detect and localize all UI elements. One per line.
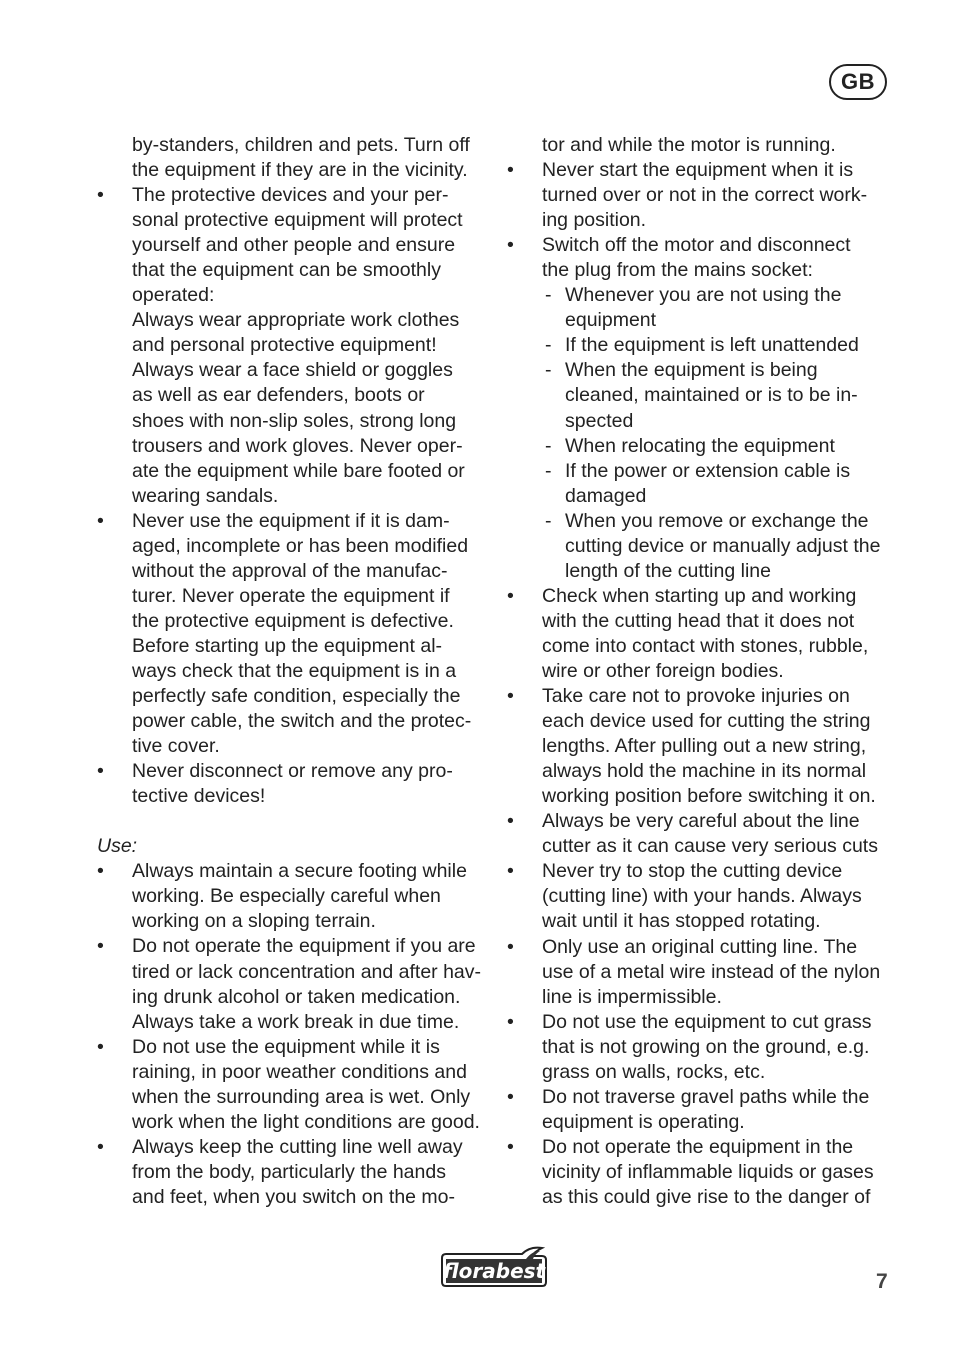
bullet-marker: • (507, 1010, 514, 1033)
continuation-text (507, 133, 897, 158)
dash-marker: - (545, 284, 552, 307)
text-line: ways check that the equipment is in a (132, 659, 457, 682)
bullet-item (97, 1035, 485, 1135)
bullet-marker: • (507, 1085, 514, 1108)
text-line: when the surrounding area is wet. Only (132, 1085, 471, 1108)
text-line: Never use the equipment if it is dam- (132, 509, 450, 532)
bullet-item (507, 859, 897, 934)
text-line: Never try to stop the cutting device (542, 860, 843, 883)
text-line: cleaned, maintained or is to be in- (565, 384, 858, 407)
bullet-item (507, 584, 897, 684)
dash-marker: - (545, 459, 552, 482)
text-line: If the power or extension cable is (565, 459, 851, 482)
text-line: Do not traverse gravel paths while the (542, 1085, 870, 1108)
bullet-marker: • (507, 860, 514, 883)
text-line: Always keep the cutting line well away (132, 1135, 463, 1158)
dash-marker: - (545, 509, 552, 532)
text-line: ing position. (542, 209, 647, 232)
bullet-marker: • (507, 810, 514, 833)
text-line: working. Be especially careful when (132, 885, 441, 908)
text-line: damaged (565, 484, 647, 507)
text-line: from the body, particularly the hands (132, 1160, 446, 1183)
dash-subitem (507, 509, 897, 584)
dash-subitem (507, 333, 897, 358)
text-line: Always be very careful about the line (542, 810, 860, 833)
text-line: ing drunk alcohol or taken medication. (132, 985, 461, 1008)
bullet-marker: • (97, 760, 104, 783)
text-line: cutter as it can cause very serious cuts (542, 835, 878, 858)
text-line: tive cover. (132, 735, 220, 758)
text-line: turer. Never operate the equipment if (132, 584, 450, 607)
bullet-marker: • (97, 860, 104, 883)
dash-subitem (507, 459, 897, 509)
text-line: wearing sandals. (132, 484, 279, 507)
text-line: When relocating the equipment (565, 434, 835, 457)
text-line: Switch off the motor and disconnect (542, 234, 851, 257)
bullet-item (507, 158, 897, 233)
text-line: work when the light conditions are good. (132, 1110, 480, 1133)
text-line: sonal protective equipment will protect (132, 209, 463, 232)
text-line: trousers and work gloves. Never oper- (132, 434, 463, 457)
bullet-item (507, 1010, 897, 1085)
bullet-item (507, 935, 897, 1010)
text-line: perfectly safe condition, especially the (132, 685, 461, 708)
text-line: working position before switching it on. (542, 785, 876, 808)
text-line: lengths. After pulling out a new string, (542, 735, 867, 758)
text-line: Before starting up the equipment al- (132, 634, 443, 657)
text-line: spected (565, 409, 634, 432)
bullet-item (97, 759, 485, 809)
text-line: Never start the equipment when it is (542, 159, 854, 182)
bullet-marker: • (507, 584, 514, 607)
text-line: cutting device or manually adjust the (565, 534, 881, 557)
bullet-item (97, 1135, 485, 1210)
text-line: Never disconnect or remove any pro- (132, 760, 453, 783)
bullet-item (507, 1135, 897, 1210)
section-gap (97, 809, 485, 834)
use-heading: Use: (97, 835, 138, 858)
text-line: as this could give rise to the danger of (542, 1185, 871, 1208)
text-line: Check when starting up and working (542, 584, 857, 607)
bullet-item (97, 934, 485, 1034)
text-line: grass on walls, rocks, etc. (542, 1060, 766, 1083)
text-line: raining, in poor weather conditions and (132, 1060, 467, 1083)
text-line: Always take a work break in due time. (132, 1010, 460, 1033)
text-line: with the cutting head that it does not (542, 609, 855, 632)
logo-text: florabest (442, 1259, 546, 1283)
text-line: When the equipment is being (565, 359, 818, 382)
text-line: use of a metal wire instead of the nylon (542, 960, 881, 983)
dash-subitem (507, 434, 897, 459)
florabest-logo (438, 1244, 550, 1288)
dash-marker: - (545, 359, 552, 382)
text-line: wait until it has stopped rotating. (542, 910, 821, 933)
text-line: tired or lack concentration and after hav- (132, 960, 482, 983)
bullet-item (97, 183, 485, 509)
text-line: line is impermissible. (542, 985, 722, 1008)
text-line: and feet, when you switch on the mo- (132, 1185, 456, 1208)
text-line: tective devices! (132, 785, 266, 808)
text-line: equipment (565, 309, 657, 332)
text-line: wire or other foreign bodies. (542, 659, 784, 682)
text-line: Do not operate the equipment if you are (132, 935, 476, 958)
bullet-marker: • (97, 1135, 104, 1158)
text-line: When you remove or exchange the (565, 509, 869, 532)
dash-marker: - (545, 334, 552, 357)
text-line: turned over or not in the correct work- (542, 184, 868, 207)
text-line: that is not growing on the ground, e.g. (542, 1035, 870, 1058)
bullet-item (97, 509, 485, 759)
text-line: length of the cutting line (565, 559, 771, 582)
dash-subitem (507, 283, 897, 333)
text-line: power cable, the switch and the protec- (132, 710, 472, 733)
text-line: that the equipment can be smoothly (132, 259, 441, 282)
dash-marker: - (545, 434, 552, 457)
bullet-item (507, 684, 897, 809)
bullet-marker: • (97, 1035, 104, 1058)
text-line: yourself and other people and ensure (132, 234, 456, 257)
text-line: come into contact with stones, rubble, (542, 634, 869, 657)
text-line: Whenever you are not using the (565, 284, 842, 307)
text-line: Do not use the equipment to cut grass (542, 1010, 872, 1033)
bullet-marker: • (507, 159, 514, 182)
text-line: without the approval of the manufac- (132, 559, 448, 582)
bullet-item (97, 859, 485, 934)
continuation-text (97, 133, 485, 183)
text-line: shoes with non-slip soles, strong long (132, 409, 457, 432)
bullet-item (507, 233, 897, 283)
bullet-marker: • (97, 935, 104, 958)
text-line: Do not operate the equipment in the (542, 1135, 854, 1158)
bullet-item (507, 809, 897, 859)
text-line: the equipment if they are in the vicinity. (132, 159, 468, 182)
text-line: (cutting line) with your hands. Always (542, 885, 862, 908)
text-line: tor and while the motor is running. (542, 134, 836, 156)
bullet-marker: • (507, 1135, 514, 1158)
text-line: The protective devices and your per- (132, 184, 449, 207)
text-line: operated: (132, 284, 215, 307)
text-line: Always wear appropriate work clothes (132, 309, 460, 332)
text-line: If the equipment is left unattended (565, 334, 859, 357)
right-column (507, 133, 897, 1210)
dash-subitem (507, 358, 897, 433)
left-column (97, 133, 485, 1210)
bullet-marker: • (507, 935, 514, 958)
page-number: 7 (876, 1270, 888, 1293)
text-line: the protective equipment is defective. (132, 609, 454, 632)
bullet-marker: • (97, 509, 104, 532)
text-line: equipment is operating. (542, 1110, 745, 1133)
text-line: Take care not to provoke injuries on (542, 685, 850, 708)
text-line: always hold the machine in its normal (542, 760, 867, 783)
bullet-marker: • (507, 234, 514, 257)
text-line: ate the equipment while bare footed or (132, 459, 465, 482)
text-line: working on a sloping terrain. (132, 910, 376, 933)
text-line: vicinity of inflammable liquids or gases (542, 1160, 874, 1183)
text-line: Always maintain a secure footing while (132, 860, 467, 883)
text-line: Do not use the equipment while it is (132, 1035, 440, 1058)
text-line: as well as ear defenders, boots or (132, 384, 425, 407)
language-badge: GB (829, 64, 887, 100)
bullet-marker: • (507, 685, 514, 708)
text-line: aged, incomplete or has been modified (132, 534, 469, 557)
text-line: the plug from the mains socket: (542, 259, 813, 282)
text-line: Only use an original cutting line. The (542, 935, 858, 958)
text-line: each device used for cutting the string (542, 710, 871, 733)
bullet-item (507, 1085, 897, 1135)
text-line: Always wear a face shield or goggles (132, 359, 453, 382)
bullet-marker: • (97, 184, 104, 207)
text-line: and personal protective equipment! (132, 334, 437, 357)
text-line: by-standers, children and pets. Turn off (132, 134, 470, 156)
